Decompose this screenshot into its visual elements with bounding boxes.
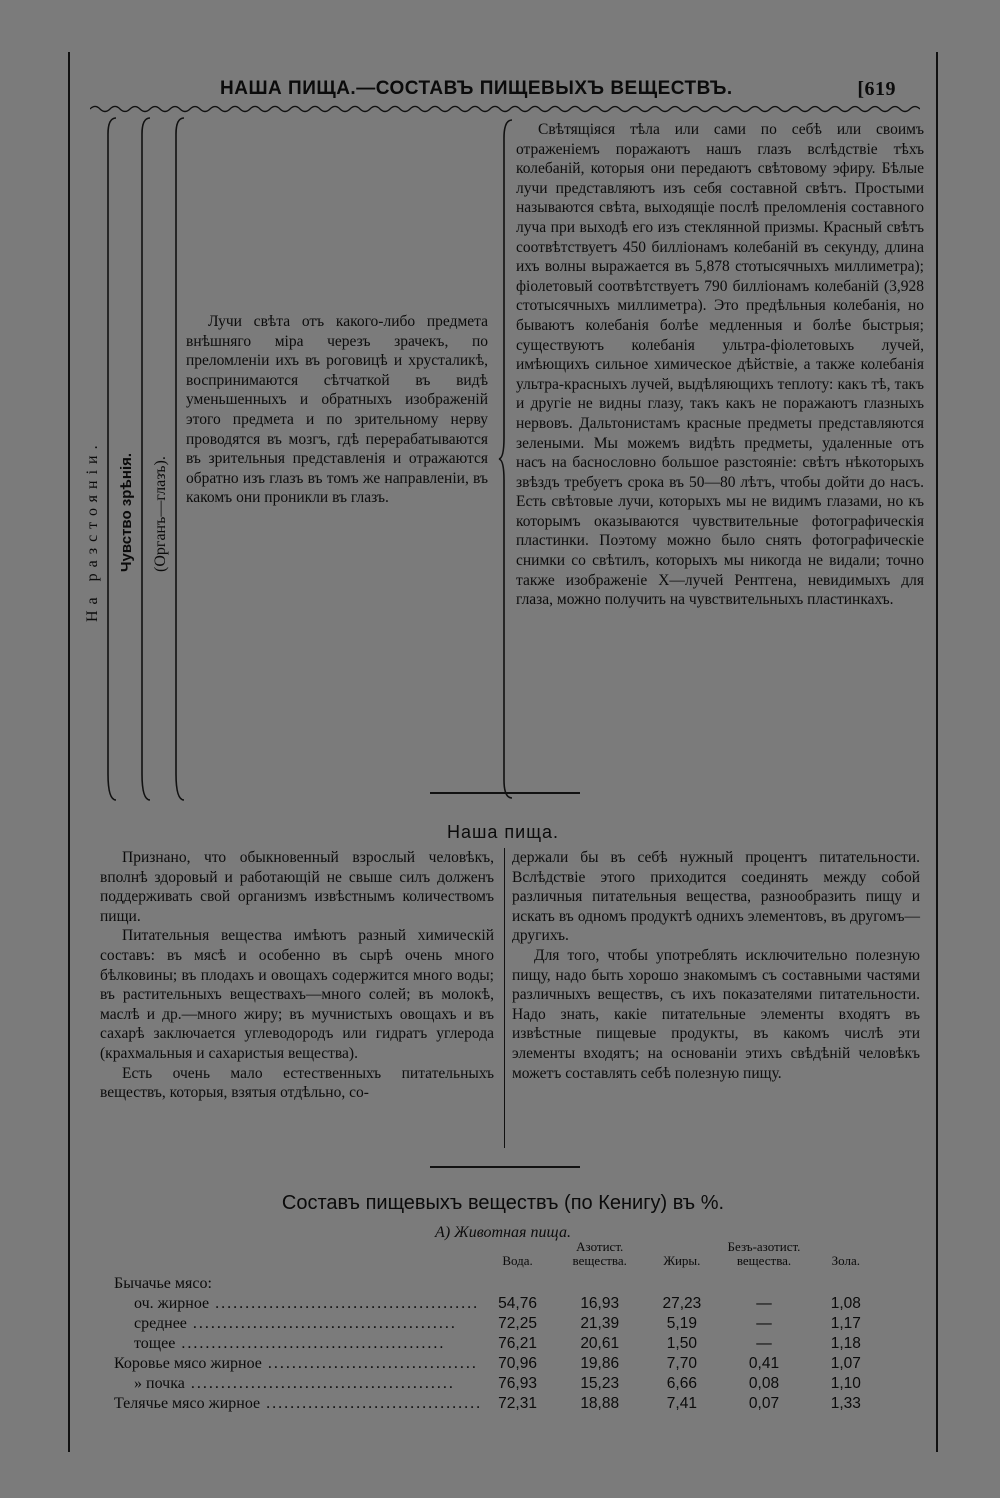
- vision-middle-text: [186, 312, 488, 508]
- row-name-text: » почка .....: [134, 1375, 455, 1392]
- row-name-text: оч. жирное .....: [134, 1295, 479, 1312]
- row-value: 72,25: [498, 1315, 537, 1332]
- column-divider: [504, 848, 505, 1148]
- left-paragraph-1: Признано, что обыкновенный взрослый человѣкъ, вполнѣ здоровый и работающій не свыше силъ долженъ поддерживать свой организмъ извѣстнымъ количествомъ пищи.: [100, 849, 494, 925]
- brace-1: [104, 114, 118, 804]
- page-number: [619: [857, 78, 896, 100]
- table-row: [114, 1394, 884, 1414]
- row-name: [114, 1294, 479, 1314]
- row-value: 20,61: [580, 1335, 620, 1352]
- section-right-column: [512, 848, 920, 1083]
- vision-middle-paragraph: Лучи свѣта отъ какого-либо предмета внѣшняго міра черезъ зрачекъ, по преломленіи ихъ въ роговицѣ и хрусталикѣ, воспринимаются сѣтчаткой въ видѣ уменьшенныхъ и обратныхъ изображеній этого предмета и по зрительному нерву проводятся въ мозгъ, гдѣ перерабатываются въ зрительныя представленія и отражаются обратно изъ глазъ въ томъ же направленіи, въ какомъ они проникли въ глазъ.: [186, 313, 488, 507]
- row-value: —: [756, 1335, 772, 1352]
- group-label: Бычачье мясо:: [114, 1275, 212, 1292]
- table-row: [114, 1354, 884, 1374]
- row-value: 1,08: [830, 1295, 861, 1312]
- row-value: 7,70: [666, 1355, 697, 1372]
- row-value: 27,23: [662, 1295, 702, 1312]
- row-value: 7,41: [666, 1395, 697, 1412]
- row-value: —: [756, 1315, 772, 1332]
- row-value: 1,50: [666, 1335, 697, 1352]
- row-name-text: тощее .....: [134, 1335, 445, 1352]
- row-name: [114, 1394, 479, 1414]
- row-name: [114, 1334, 479, 1354]
- row-value: 21,39: [580, 1315, 620, 1332]
- row-value: 1,17: [830, 1315, 861, 1332]
- vision-right-text: [516, 120, 924, 610]
- row-name: [114, 1354, 479, 1374]
- row-name-text: Коровье мясо жирное .....: [114, 1355, 479, 1372]
- left-paragraph-3: Есть очень мало естественныхъ питательныхъ веществъ, которыя, взятыя отдѣльно, со-: [100, 1064, 494, 1102]
- left-paragraph-2: Питательныя вещества имѣютъ разный химическій составъ: въ мясѣ и особенно въ сырѣ очень много бѣлковины; въ плодахъ и овощахъ содержится много воды; въ растительныхъ веществахъ—много солей; въ молокѣ, маслѣ и др.—много жиру; въ мучнистыхъ овощахъ и въ сахарѣ заключается углеводородъ или гидратъ углерода (крахмальныя и сахаристыя вещества).: [100, 927, 494, 1062]
- table-row: [114, 1334, 884, 1354]
- table-title: Составъ пищевыхъ веществъ (по Кенигу) въ %.: [281, 1192, 725, 1214]
- brace-3: [172, 114, 186, 804]
- right-paragraph-2: Для того, чтобы употреблять исключительно полезную пищу, надо быть хорошо знакомымъ съ составными частями различныхъ веществъ, съ ихъ показателями питательности. Надо знать, какіе питательные элементы входятъ въ извѣстные пищевые продукты, въ какомъ числѣ эти элементы входятъ; на основаніи этихъ свѣдѣній человѣкъ можетъ составлять себѣ полезную пищу.: [512, 946, 920, 1082]
- header-name: [114, 1240, 479, 1274]
- row-value: 76,93: [498, 1375, 537, 1392]
- table-subtitle: А) Животная пища.: [435, 1224, 571, 1241]
- row-value: —: [756, 1295, 772, 1312]
- row-value: 5,19: [666, 1315, 697, 1332]
- row-value: 0,41: [748, 1355, 780, 1372]
- row-name: [114, 1374, 479, 1394]
- row-value: 16,93: [580, 1295, 620, 1312]
- book-page: [68, 52, 938, 1452]
- table-row: [114, 1294, 884, 1314]
- section-separator-1: [430, 792, 580, 794]
- header-non-nitrogen: Безъ-азотист. вещества.: [727, 1239, 801, 1268]
- brace-4: [498, 118, 514, 800]
- row-value: 19,86: [580, 1355, 620, 1372]
- header-fats: Жиры.: [663, 1253, 701, 1268]
- right-paragraph-1: держали бы въ себѣ нужный процентъ питательности. Вслѣдствіе этого приходится соединять между собой различныя питательныя вещества, разнообразить пищу и искать въ одномъ продуктѣ одниxъ элементовъ, въ другомъ—другихъ.: [512, 849, 920, 945]
- vision-right-paragraph: Свѣтящіяся тѣла или сами по себѣ или своимъ отраженіемъ поражаютъ нашъ глазъ вслѣдствіе тѣхъ колебаній, которыя они передаютъ свѣтовому эфиру. Бѣлые лучи представляютъ изъ себя составной свѣтъ. Простыми называются свѣта, выходящіе послѣ преломленія составного луча при выходѣ его изъ стеклянной призмы. Красный свѣтъ соотвѣтствуетъ 450 билліонамъ колебаній въ секунду, длина ихъ волны выражается въ 5,878 стотысячныхъ миллиметра); фіолетовый соотвѣтствуетъ 790 билліонамъ колебаній (3,928 стотысячныхъ миллиметра). Это предѣльныя колебанія, но бываютъ колебанія болѣе медленныя и болѣе быстрыя; существуютъ колебанія ультра-фіолетовыхъ лучей, имѣющихъ сильное химическое дѣйствіе, а также колебанія ультра-красныхъ лучей, выдѣляющихъ теплоту: какъ тѣ, такъ и другіе не видны глазу, такъ какъ не поражаютъ глазныхъ нервовъ. Дальтонистамъ красные предметы представляются зелеными. Мы можемъ видѣть предметы, удаленные отъ насъ на баснословно большое разстояніе: свѣтъ нѣкоторыхъ звѣздъ требуетъ срока въ 50—80 лѣтъ, чтобы дойти до насъ. Есть свѣтовые лучи, которыхъ мы не видимъ глазами, но къ которымъ оказываются чувствительные фотографическія пластинки. Поэтому можно было снять фотографическіе снимки со свѣтилъ, которыхъ мы никогда не видали; точно также изображеніе X—лучей Рентгена, невидимыхъ для глаза, можно получить на чувствительныхъ пластинкахъ.: [516, 121, 924, 609]
- row-value: 76,21: [498, 1335, 537, 1352]
- running-header: [70, 74, 936, 104]
- header-ash: Зола.: [831, 1253, 861, 1268]
- row-name: [114, 1314, 479, 1334]
- row-value: 0,07: [748, 1395, 780, 1412]
- section-separator-2: [430, 1166, 580, 1168]
- wavy-rule: [90, 104, 920, 114]
- label-organ-eye: (Органъ—глазъ).: [152, 456, 169, 572]
- header-nitrogen: Азотист. вещества.: [572, 1239, 627, 1268]
- table-group-row: [114, 1274, 884, 1294]
- row-value: 6,66: [666, 1375, 697, 1392]
- row-name-text: среднее .....: [134, 1315, 457, 1332]
- row-value: 70,96: [498, 1355, 537, 1372]
- row-value: 1,18: [830, 1335, 861, 1352]
- label-distance: На разстояніи.: [84, 439, 101, 622]
- food-composition-table: [114, 1240, 884, 1414]
- row-value: 1,10: [830, 1375, 861, 1392]
- header-title: НАША ПИЩА.—СОСТАВЪ ПИЩЕВЫХЪ ВЕЩЕСТВЪ.: [220, 78, 733, 99]
- row-value: 54,76: [498, 1295, 537, 1312]
- row-value: 1,33: [830, 1395, 861, 1412]
- section-left-column: [100, 848, 494, 1103]
- row-name-text: Телячье мясо жирное .....: [114, 1395, 479, 1412]
- row-value: 18,88: [580, 1395, 620, 1412]
- header-water: Вода.: [502, 1253, 533, 1268]
- section-title: Наша пища.: [446, 822, 560, 842]
- row-value: 1,07: [830, 1355, 861, 1372]
- table-row: [114, 1374, 884, 1394]
- brace-2: [138, 114, 152, 804]
- table-header-row: [114, 1240, 884, 1274]
- row-value: 72,31: [498, 1395, 537, 1412]
- row-value: 15,23: [580, 1375, 620, 1392]
- row-value: 0,08: [748, 1375, 780, 1392]
- table-row: [114, 1314, 884, 1334]
- label-sense-of-sight: Чувство зрѣнія.: [118, 452, 135, 572]
